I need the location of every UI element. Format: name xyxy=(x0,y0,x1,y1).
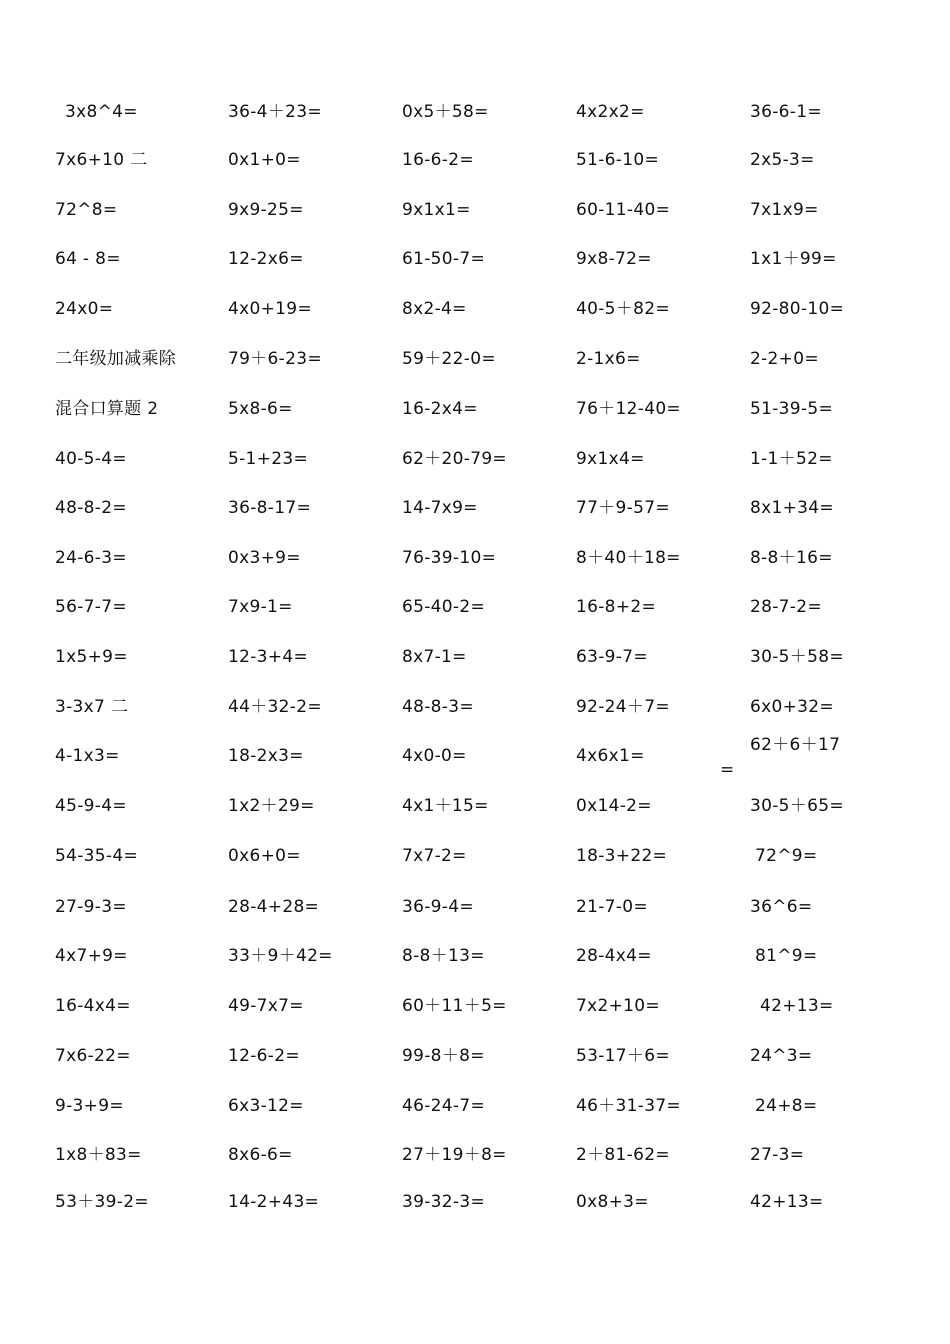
problem: 48-8-2= xyxy=(55,498,127,518)
problem: 42+13= xyxy=(760,996,834,1016)
problem: 2-1x6= xyxy=(576,349,641,369)
problem: 46-24-7= xyxy=(402,1096,485,1116)
problem: 8＋40＋18= xyxy=(576,548,681,568)
problem: 8-8＋16= xyxy=(750,548,833,568)
problem: 65-40-2= xyxy=(402,597,485,617)
problem: 2-2+0= xyxy=(750,349,819,369)
problem: 9x9-25= xyxy=(228,200,304,220)
problem-row xyxy=(0,892,950,922)
problem: 8x6-6= xyxy=(228,1145,293,1165)
problem: 4x7+9= xyxy=(55,946,128,966)
problem: 12-6-2= xyxy=(228,1046,300,1066)
problem-row xyxy=(0,791,950,821)
problem: 76＋12-40= xyxy=(576,399,681,419)
problem: 9x1x4= xyxy=(576,449,645,469)
problem-row xyxy=(0,145,950,175)
problem: 51-6-10= xyxy=(576,150,659,170)
problem: 18-2x3= xyxy=(228,746,304,766)
problem: 56-7-7= xyxy=(55,597,127,617)
problem: 4x0+19= xyxy=(228,299,312,319)
problem: 60-11-40= xyxy=(576,200,671,220)
problem: 5x8-6= xyxy=(228,399,293,419)
problem-row xyxy=(0,244,950,274)
problem: 36-4＋23= xyxy=(228,102,322,122)
problem: 79＋6-23= xyxy=(228,349,322,369)
problem: 49-7x7= xyxy=(228,996,304,1016)
problem: 60＋11＋5= xyxy=(402,996,507,1016)
problem: 16-2x4= xyxy=(402,399,478,419)
problem: 7x6+10 二 xyxy=(55,150,148,170)
problem: 8x7-1= xyxy=(402,647,467,667)
problem: 14-2+43= xyxy=(228,1192,320,1212)
problem: 8-8＋13= xyxy=(402,946,485,966)
worksheet-title-line-2: 混合口算题 2 xyxy=(55,399,159,419)
problem: 1x2＋29= xyxy=(228,796,315,816)
problem-row xyxy=(0,394,950,424)
problem: 54-35-4= xyxy=(55,846,138,866)
problem-row xyxy=(0,692,950,722)
problem: 0x8+3= xyxy=(576,1192,649,1212)
problem: 61-50-7= xyxy=(402,249,485,269)
problem: 40-5＋82= xyxy=(576,299,670,319)
problem: 76-39-10= xyxy=(402,548,497,568)
problem-row xyxy=(0,1140,950,1170)
problem: 46＋31-37= xyxy=(576,1096,681,1116)
problem: 53-17＋6= xyxy=(576,1046,670,1066)
problem: 24-6-3= xyxy=(55,548,127,568)
problem: 5-1+23= xyxy=(228,449,308,469)
problem-row xyxy=(0,294,950,324)
problem-row xyxy=(0,1041,950,1071)
problem: 24+8= xyxy=(755,1096,818,1116)
problem: 9x1x1= xyxy=(402,200,471,220)
problem: 18-3+22= xyxy=(576,846,668,866)
problem: 27＋19＋8= xyxy=(402,1145,507,1165)
problem: 30-5＋58= xyxy=(750,647,844,667)
problem: 14-7x9= xyxy=(402,498,478,518)
problem-row xyxy=(0,195,950,225)
problem: 72^9= xyxy=(755,846,818,866)
problem-row xyxy=(0,1091,950,1121)
problem: 36-9-4= xyxy=(402,897,474,917)
problem: 77＋9-57= xyxy=(576,498,670,518)
problem: 53＋39-2= xyxy=(55,1192,149,1212)
problem: 3x8^4= xyxy=(65,102,138,122)
problem: 28-7-2= xyxy=(750,597,822,617)
problem: 36-6-1= xyxy=(750,102,822,122)
problem: 7x9-1= xyxy=(228,597,293,617)
problem: 24x0= xyxy=(55,299,114,319)
problem: 4x1＋15= xyxy=(402,796,489,816)
problem-row xyxy=(0,543,950,573)
problem: 48-8-3= xyxy=(402,697,474,717)
problem-row xyxy=(0,642,950,672)
problem: 27-3= xyxy=(750,1145,805,1165)
problem: 30-5＋65= xyxy=(750,796,844,816)
problem-split-top: 62＋6＋17 xyxy=(750,735,841,755)
problem: 92-80-10= xyxy=(750,299,845,319)
problem: 81^9= xyxy=(755,946,818,966)
problem-row xyxy=(0,991,950,1021)
problem: 8x1+34= xyxy=(750,498,834,518)
problem: 59＋22-0= xyxy=(402,349,496,369)
problem: 6x3-12= xyxy=(228,1096,304,1116)
problem: 0x5＋58= xyxy=(402,102,489,122)
problem: 51-39-5= xyxy=(750,399,833,419)
problem: 4x2x2= xyxy=(576,102,645,122)
problem: 7x1x9= xyxy=(750,200,819,220)
problem: 63-9-7= xyxy=(576,647,648,667)
problem: 8x2-4= xyxy=(402,299,467,319)
problem: 62＋20-79= xyxy=(402,449,507,469)
problem: 36^6= xyxy=(750,897,813,917)
problem-row xyxy=(0,841,950,871)
problem: 45-9-4= xyxy=(55,796,127,816)
problem: 1x1＋99= xyxy=(750,249,837,269)
problem: 39-32-3= xyxy=(402,1192,485,1212)
problem: 44＋32-2= xyxy=(228,697,322,717)
problem: 7x6-22= xyxy=(55,1046,131,1066)
problem: 6x0+32= xyxy=(750,697,834,717)
problem-row xyxy=(0,592,950,622)
problem: 16-6-2= xyxy=(402,150,474,170)
problem: 28-4+28= xyxy=(228,897,320,917)
problem: 16-4x4= xyxy=(55,996,131,1016)
problem: 2x5-3= xyxy=(750,150,815,170)
problem: 9-3+9= xyxy=(55,1096,124,1116)
problem: 33＋9＋42= xyxy=(228,946,333,966)
problem-row xyxy=(0,97,950,127)
worksheet-title-line-1: 二年级加减乘除 xyxy=(55,349,177,369)
problem: 72^8= xyxy=(55,200,118,220)
problem: 36-8-17= xyxy=(228,498,311,518)
problem: 7x2+10= xyxy=(576,996,660,1016)
problem: 99-8＋8= xyxy=(402,1046,485,1066)
problem: 28-4x4= xyxy=(576,946,652,966)
problem-row xyxy=(0,941,950,971)
problem: 3-3x7 二 xyxy=(55,697,129,717)
problem: 1x8＋83= xyxy=(55,1145,142,1165)
problem-row xyxy=(0,1187,950,1217)
problem: 7x7-2= xyxy=(402,846,467,866)
problem: 12-2x6= xyxy=(228,249,304,269)
problem: 4-1x3= xyxy=(55,746,120,766)
problem: 21-7-0= xyxy=(576,897,648,917)
problem: 1-1＋52= xyxy=(750,449,833,469)
problem: 0x6+0= xyxy=(228,846,301,866)
problem: 27-9-3= xyxy=(55,897,127,917)
problem-row xyxy=(0,444,950,474)
problem: 12-3+4= xyxy=(228,647,308,667)
problem-split-equals: = xyxy=(720,760,735,780)
problem: 16-8+2= xyxy=(576,597,656,617)
problem-row xyxy=(0,493,950,523)
problem: 4x6x1= xyxy=(576,746,645,766)
problem: 0x14-2= xyxy=(576,796,652,816)
problem: 64 - 8= xyxy=(55,249,121,269)
problem-row xyxy=(0,344,950,374)
problem: 9x8-72= xyxy=(576,249,652,269)
problem: 2＋81-62= xyxy=(576,1145,670,1165)
problem: 40-5-4= xyxy=(55,449,127,469)
problem: 0x1+0= xyxy=(228,150,301,170)
problem: 92-24＋7= xyxy=(576,697,670,717)
problem: 24^3= xyxy=(750,1046,813,1066)
problem: 1x5+9= xyxy=(55,647,128,667)
problem: 42+13= xyxy=(750,1192,824,1212)
problem: 4x0-0= xyxy=(402,746,467,766)
problem: 0x3+9= xyxy=(228,548,301,568)
